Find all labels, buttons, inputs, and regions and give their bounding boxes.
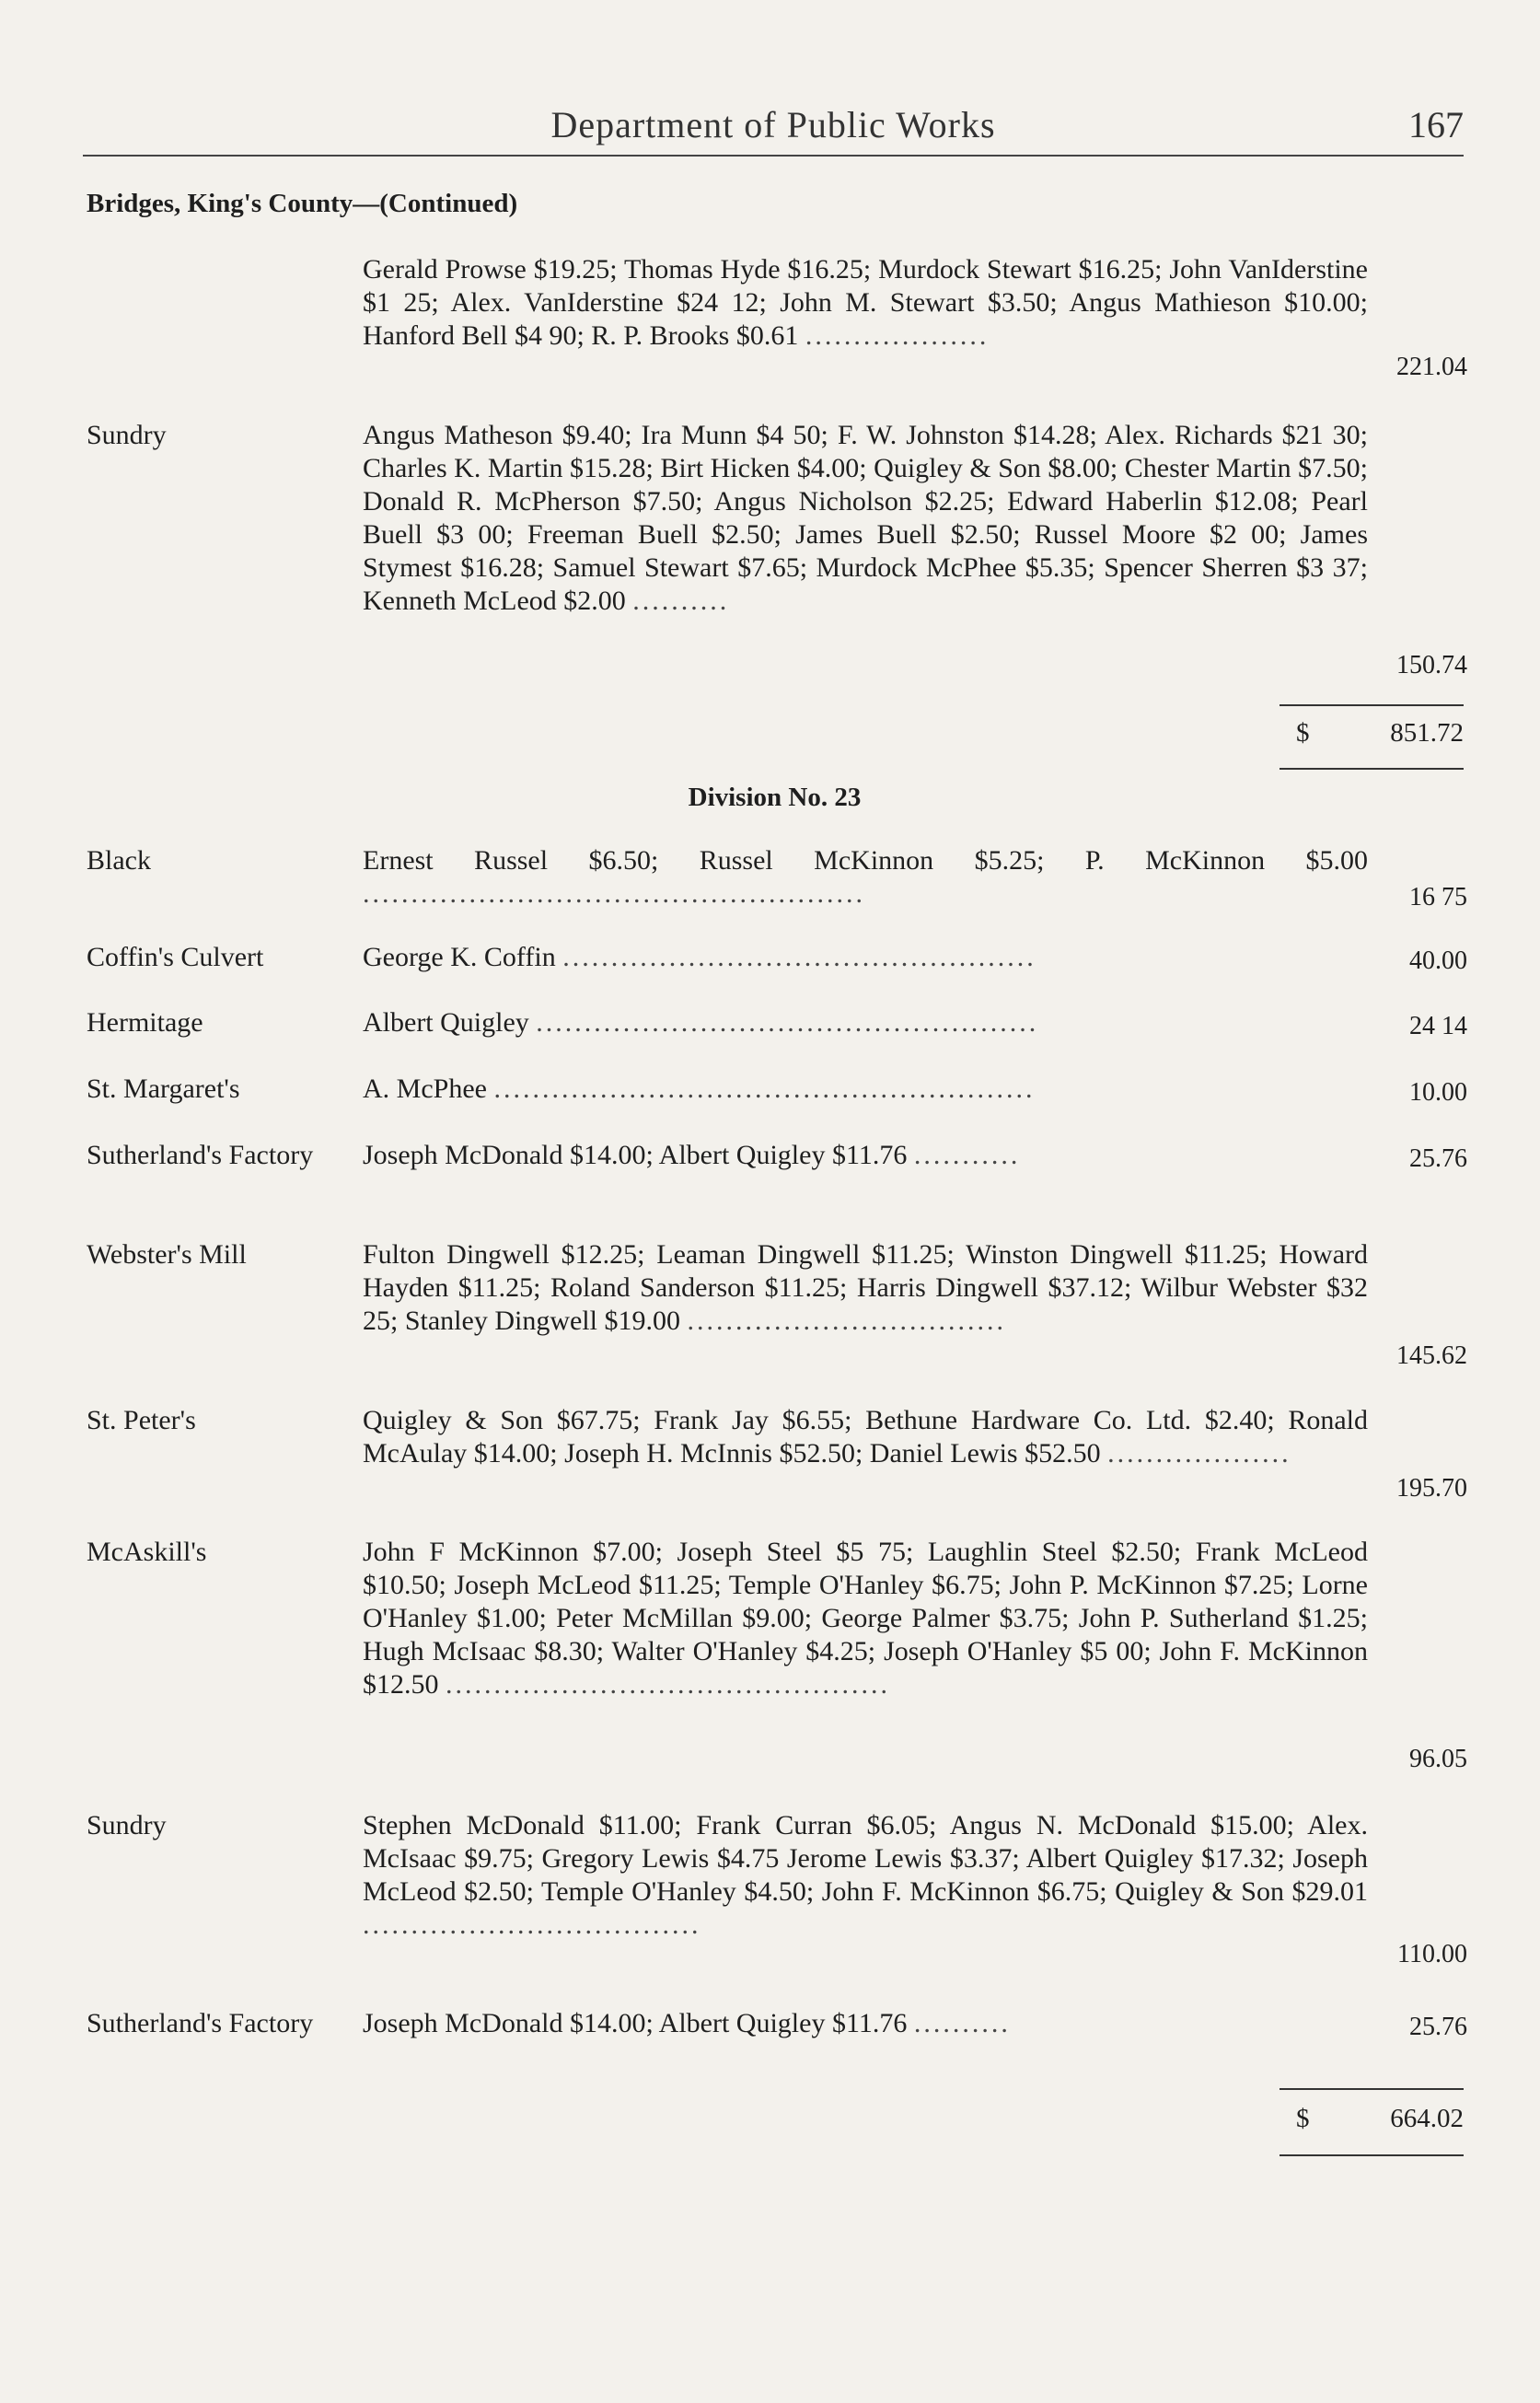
entry-description: Gerald Prowse $19.25; Thomas Hyde $16.25; Murdock Stewart $16.25; John VanIderstine $1 25; Alex. VanIderstine $24 12; John M. Stewart $3.50; Angus Mathieson $10.00; Hanford Bell $4 90; R. P. Brooks $0.61 ................... <box>363 254 1368 351</box>
page-header <box>83 103 1464 155</box>
entry-description: Joseph McDonald $14.00; Albert Quigley $11.76 ........... <box>363 1140 1021 1170</box>
total-rule <box>1279 768 1464 770</box>
entry-amount: 40.00 <box>1409 946 1467 975</box>
entry-amount: 25.76 <box>1409 2013 1467 2041</box>
entry-amount: 16 75 <box>1409 883 1467 911</box>
total-rule <box>1279 704 1464 706</box>
total-rule <box>1279 2088 1464 2090</box>
entry-description: A. McPhee ........................................................ <box>363 1074 1036 1104</box>
entry-label: Sundry <box>87 420 167 450</box>
entry-amount: 221.04 <box>1396 353 1467 381</box>
entry-label: Sutherland's Factory <box>87 1140 314 1170</box>
currency-symbol: $ <box>1296 2104 1310 2133</box>
header-rule <box>83 155 1464 157</box>
entry-description: George K. Coffin ................................................. <box>363 942 1036 972</box>
entry-amount: 10.00 <box>1409 1078 1467 1107</box>
entry-description: Joseph McDonald $14.00; Albert Quigley $11.76 .......... <box>363 2008 1011 2038</box>
entry-label: Sundry <box>87 1810 167 1840</box>
entry-label: Hermitage <box>87 1007 203 1038</box>
running-title: Department of Public Works <box>550 104 996 145</box>
entry-amount: 110.00 <box>1397 1940 1467 1968</box>
entry-amount: 150.74 <box>1396 651 1467 679</box>
entry-label: St. Margaret's <box>87 1074 240 1104</box>
entry-amount: 145.62 <box>1396 1341 1467 1370</box>
entry-amount: 25.76 <box>1409 1144 1467 1173</box>
division-heading: Division No. 23 <box>688 783 862 812</box>
entry-amount: 195.70 <box>1396 1474 1467 1503</box>
entry-label: Coffin's Culvert <box>87 942 264 972</box>
entry-description: Ernest Russel $6.50; Russel McKinnon $5.25; P. McKinnon $5.00 .................................................... <box>363 845 1368 909</box>
entry-label: Webster's Mill <box>87 1239 247 1270</box>
entry-description: Quigley & Son $67.75; Frank Jay $6.55; Bethune Hardware Co. Ltd. $2.40; Ronald McAulay $14.00; Joseph H. McInnis $52.50; Daniel Lewis $52.50 ................... <box>363 1405 1368 1468</box>
page-number: 167 <box>1408 104 1464 145</box>
total-value: 851.72 <box>1390 718 1464 748</box>
section-total <box>1279 718 1467 755</box>
entry-label: Sutherland's Factory <box>87 2008 314 2038</box>
section-heading: Bridges, King's County—(Continued) <box>87 189 518 218</box>
entry-amount: 24 14 <box>1409 1012 1467 1040</box>
entry-label: Black <box>87 845 151 876</box>
entry-description: Fulton Dingwell $12.25; Leaman Dingwell $11.25; Winston Dingwell $11.25; Howard Hayden $11.25; Roland Sanderson $11.25; Harris Dingwell $37.12; Wilbur Webster $32 25; Stanley Dingwell $19.00 ................................. <box>363 1239 1368 1336</box>
entry-description: Angus Matheson $9.40; Ira Munn $4 50; F. W. Johnston $14.28; Alex. Richards $21 30; Charles K. Martin $15.28; Birt Hicken $4.00; Quigley & Son $8.00; Chester Martin $7.50; Donald R. McPherson $7.50; Angus Nicholson $2.25; Edward Haberlin $12.08; Pearl Buell $3 00; Freeman Buell $2.50; James Buell $2.50; Russel Moore $2 00; James Stymest $16.28; Samuel Stewart $7.65; Murdock McPhee $5.35; Spencer Sherren $3 37; Kenneth McLeod $2.00 .......... <box>363 420 1368 616</box>
entry-label: St. Peter's <box>87 1405 196 1435</box>
section-total <box>1279 2104 1467 2141</box>
total-value: 664.02 <box>1390 2104 1464 2133</box>
entry-description: Albert Quigley .................................................... <box>363 1007 1039 1038</box>
entry-amount: 96.05 <box>1409 1745 1467 1773</box>
total-rule <box>1279 2154 1464 2156</box>
currency-symbol: $ <box>1296 718 1310 748</box>
entry-description: John F McKinnon $7.00; Joseph Steel $5 75; Laughlin Steel $2.50; Frank McLeod $10.50; Joseph McLeod $11.25; Temple O'Hanley $6.75; John P. McKinnon $7.25; Lorne O'Hanley $1.00; Peter McMillan $9.00; George Palmer $3.75; John P. Sutherland $1.25; Hugh McIsaac $8.30; Walter O'Hanley $4.25; Joseph O'Hanley $5 00; John F. McKinnon $12.50 .............................................. <box>363 1537 1368 1700</box>
entry-description: Stephen McDonald $11.00; Frank Curran $6.05; Angus N. McDonald $15.00; Alex. McIsaac $9.75; Gregory Lewis $4.75 Jerome Lewis $3.37; Albert Quigley $17.32; Joseph McLeod $2.50; Temple O'Hanley $4.50; John F. McKinnon $6.75; Quigley & Son $29.01 ................................... <box>363 1810 1368 1940</box>
entry-label: McAskill's <box>87 1537 207 1567</box>
